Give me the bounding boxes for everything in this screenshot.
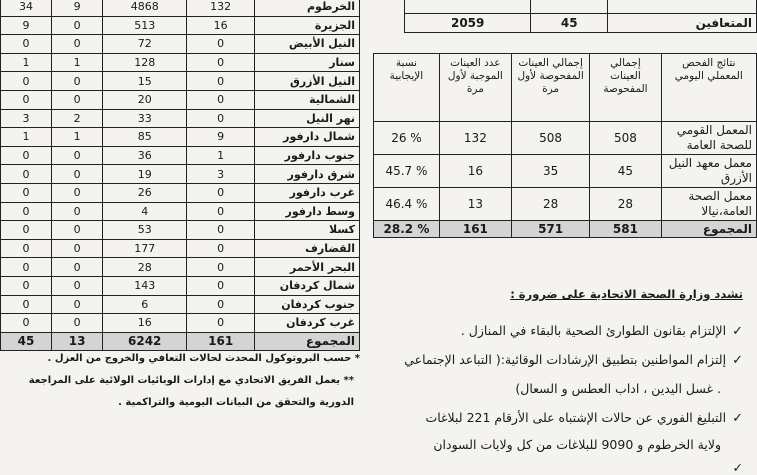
cell-c3: 0	[52, 295, 103, 314]
cell-c4: 9	[1, 16, 52, 35]
states-table-body	[1, 0, 360, 351]
cell-c1: 0	[187, 202, 255, 221]
labs-table-body	[374, 54, 757, 238]
table-row	[1, 314, 360, 333]
table-row	[1, 128, 360, 147]
table-row	[1, 16, 360, 35]
cell-positive: 16	[439, 155, 511, 188]
cell-c3: 0	[52, 314, 103, 333]
cell-c3: 0	[52, 221, 103, 240]
header-total-examined: إجمالي العينات المفحوصة	[590, 54, 661, 122]
cell-c1: 9	[187, 128, 255, 147]
cell-c3: 0	[52, 165, 103, 184]
total-row	[1, 332, 360, 351]
cell-c2: 72	[103, 35, 187, 54]
header-result: نتائج الفحص المعملي اليومي	[661, 54, 756, 122]
recovered-table-body	[405, 0, 757, 33]
total-c2: 6242	[103, 332, 187, 351]
cell-c3: 0	[52, 258, 103, 277]
state-name: غرب دارفور	[255, 183, 360, 202]
cell-c3: 1	[52, 53, 103, 72]
cell-c1: 0	[187, 258, 255, 277]
guidance-text: الإلتزام بقانون الطوارئ الصحية بالبقاء في المنازل .	[460, 323, 727, 338]
state-name: النيل الأزرق	[255, 72, 360, 91]
cell-c2: 33	[103, 109, 187, 128]
cell-c4: 0	[1, 202, 52, 221]
footnote-protocol: * حسب البروتوكول المحدث لحالات التعافي والخروج من العزل .	[47, 353, 360, 364]
cell-c1: 0	[187, 314, 255, 333]
cell-c4: 0	[1, 239, 52, 258]
state-name: غرب كردفان	[255, 314, 360, 333]
cell-c2: 53	[103, 221, 187, 240]
check-icon: ✓	[732, 411, 743, 426]
total-rate: 28.2 %	[374, 221, 440, 238]
state-name: القضارف	[255, 239, 360, 258]
state-name: كسلا	[255, 221, 360, 240]
state-name: شمال دارفور	[255, 128, 360, 147]
cell-total: 45	[590, 155, 661, 188]
cell-rate: 26 %	[374, 122, 440, 155]
cell-c4: 0	[1, 146, 52, 165]
cell-rate: 45.7 %	[374, 155, 440, 188]
total-positive: 161	[439, 221, 511, 238]
footnote-federal-team: ** يعمل الفريق الاتحادي مع إدارات الوبائيات الولائية على المراجعة	[28, 375, 354, 386]
cell-c4: 0	[1, 295, 52, 314]
table-row	[1, 53, 360, 72]
cell-c4: 1	[1, 128, 52, 147]
header-positive-first: عدد العينات الموجبة لأول مرة	[439, 54, 511, 122]
cell-c2: 19	[103, 165, 187, 184]
guidance-item	[461, 323, 743, 339]
cell-c3: 0	[52, 35, 103, 54]
total-label: المجموع	[255, 332, 360, 351]
cell-c2: 177	[103, 239, 187, 258]
cell-c4: 0	[1, 258, 52, 277]
state-name: الجزيرة	[255, 16, 360, 35]
cell-v1: 45	[531, 14, 608, 33]
total-label: المجموع	[661, 221, 756, 238]
table-row	[1, 72, 360, 91]
cell-c2: 143	[103, 276, 187, 295]
cell-c2: 4	[103, 202, 187, 221]
table-row	[1, 90, 360, 109]
cell-c4: 34	[1, 0, 52, 16]
state-name: سنار	[255, 53, 360, 72]
cell-c4: 0	[1, 314, 52, 333]
cell-c1: 1	[187, 146, 255, 165]
table-row	[374, 155, 757, 188]
table-row	[1, 0, 360, 16]
cell-c2: 4868	[103, 0, 187, 16]
state-name: البحر الأحمر	[255, 258, 360, 277]
check-icon: ✓	[732, 460, 743, 475]
cell-c3: 0	[52, 16, 103, 35]
header-first-time: إجمالي العينات المفحوصة لأول مرة	[511, 54, 589, 122]
cell-first: 508	[511, 122, 589, 155]
table-row	[1, 165, 360, 184]
total-total: 581	[590, 221, 661, 238]
cell-c1: 0	[187, 183, 255, 202]
cell-c1: 16	[187, 16, 255, 35]
cell-positive: 132	[439, 122, 511, 155]
cell-c1: 0	[187, 276, 255, 295]
cell-c2: 85	[103, 128, 187, 147]
ministry-heading: تشدد وزارة الصحة الاتحادية على ضرورة :	[510, 287, 743, 301]
cell-c2: 36	[103, 146, 187, 165]
labs-table	[373, 53, 757, 238]
row-label: المتعافين	[608, 14, 757, 33]
cell-c3: 1	[52, 128, 103, 147]
cell-c2: 16	[103, 314, 187, 333]
cell-c1: 0	[187, 239, 255, 258]
table-row	[1, 239, 360, 258]
table-row	[1, 221, 360, 240]
state-name: الشمالية	[255, 90, 360, 109]
total-c4: 45	[1, 332, 52, 351]
cell-c3: 0	[52, 276, 103, 295]
table-row	[1, 276, 360, 295]
cell-v2: 2059	[405, 14, 531, 33]
cell-c1: 0	[187, 109, 255, 128]
states-table	[0, 0, 360, 351]
total-c3: 13	[52, 332, 103, 351]
cell-c2: 15	[103, 72, 187, 91]
cell-c1: 132	[187, 0, 255, 16]
table-row	[374, 188, 757, 221]
check-icon: ✓	[732, 353, 743, 368]
cell-v2	[405, 0, 531, 14]
state-name: وسط دارفور	[255, 202, 360, 221]
cell-c1: 0	[187, 35, 255, 54]
table-row	[1, 35, 360, 54]
header-positive-rate: نسبة الإيجابية	[374, 54, 440, 122]
cell-c2: 28	[103, 258, 187, 277]
state-name: الخرطوم	[255, 0, 360, 16]
cell-c3: 0	[52, 202, 103, 221]
state-name: جنوب دارفور	[255, 146, 360, 165]
table-row	[1, 202, 360, 221]
cell-c3: 0	[52, 90, 103, 109]
state-name: شمال كردفان	[255, 276, 360, 295]
cell-c3: 9	[52, 0, 103, 16]
cell-c2: 26	[103, 183, 187, 202]
guidance-text: إلتزام المواطنين بتطبيق الإرشادات الوقائية:( التباعد الإجتماعي	[404, 352, 727, 367]
cell-first: 28	[511, 188, 589, 221]
cell-c1: 0	[187, 53, 255, 72]
cell-c3: 0	[52, 183, 103, 202]
lab-name: المعمل القومي للصحة العامة	[661, 122, 756, 155]
table-row	[374, 122, 757, 155]
cell-c4: 0	[1, 183, 52, 202]
table-row	[1, 295, 360, 314]
state-name: جنوب كردفان	[255, 295, 360, 314]
cell-c4: 0	[1, 165, 52, 184]
cell-c2: 20	[103, 90, 187, 109]
cell-c1: 3	[187, 165, 255, 184]
state-name: النيل الأبيض	[255, 35, 360, 54]
guidance-text-cont: ولاية الخرطوم و 9090 للبلاغات من كل ولايات السودان	[433, 437, 721, 452]
check-icon: ✓	[732, 324, 743, 339]
recovered-table	[404, 0, 757, 33]
cell-c1: 0	[187, 221, 255, 240]
total-c1: 161	[187, 332, 255, 351]
guidance-item	[425, 410, 743, 426]
lab-name: معمل الصحة العامة،نيالا	[661, 188, 756, 221]
cell-c2: 6	[103, 295, 187, 314]
cell-positive: 13	[439, 188, 511, 221]
table-row	[405, 0, 757, 14]
state-name: شرق دارفور	[255, 165, 360, 184]
state-name: نهر النيل	[255, 109, 360, 128]
table-row	[1, 183, 360, 202]
cell-c4: 0	[1, 276, 52, 295]
row-label	[608, 0, 757, 14]
cell-v1	[531, 0, 608, 14]
labs-header-row	[374, 54, 757, 122]
table-row	[1, 146, 360, 165]
table-row	[405, 14, 757, 33]
guidance-text: التبليغ الفوري عن حالات الإشتباه على الأرقام 221 لبلاغات	[425, 410, 727, 425]
table-row	[1, 109, 360, 128]
cell-total: 508	[590, 122, 661, 155]
cell-c1: 0	[187, 295, 255, 314]
cell-c4: 0	[1, 221, 52, 240]
cell-c4: 1	[1, 53, 52, 72]
cell-c1: 0	[187, 90, 255, 109]
lab-name: معمل معهد النيل الأزرق	[661, 155, 756, 188]
cell-c1: 0	[187, 72, 255, 91]
total-first: 571	[511, 221, 589, 238]
footnote-federal-team-cont: الدورية والتحقق من البيانات اليومية والتراكمية .	[118, 397, 354, 408]
cell-c4: 0	[1, 72, 52, 91]
guidance-item	[404, 352, 743, 368]
total-row	[374, 221, 757, 238]
cell-c3: 2	[52, 109, 103, 128]
cell-c2: 128	[103, 53, 187, 72]
cell-c3: 0	[52, 239, 103, 258]
cell-c3: 0	[52, 72, 103, 91]
cell-rate: 46.4 %	[374, 188, 440, 221]
cell-total: 28	[590, 188, 661, 221]
table-row	[1, 258, 360, 277]
cell-c4: 0	[1, 90, 52, 109]
cell-c4: 3	[1, 109, 52, 128]
cell-c4: 0	[1, 35, 52, 54]
cell-c2: 513	[103, 16, 187, 35]
cell-c3: 0	[52, 146, 103, 165]
cell-first: 35	[511, 155, 589, 188]
guidance-text-cont: . غسل اليدين ، اداب العطس و السعال)	[515, 381, 721, 396]
